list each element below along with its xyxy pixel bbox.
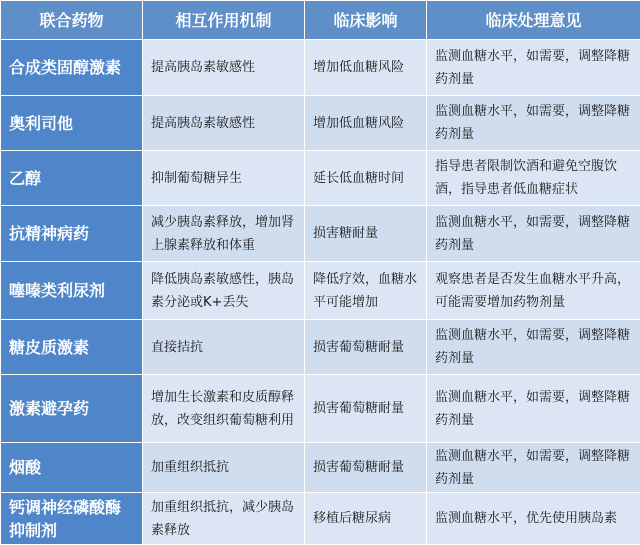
mechanism-cell: 提高胰岛素敏感性 [143,96,305,151]
header-row [1,1,640,40]
drug-name: 烟酸 [1,443,143,493]
drug-name: 乙醇 [1,151,143,206]
advice-cell: 监测血糖水平，如需要，调整降糖药剂量 [427,206,640,262]
mechanism-cell: 减少胰岛素释放，增加肾上腺素释放和体重 [143,206,305,262]
header-advice: 临床处理意见 [427,1,640,40]
table-row [1,443,640,493]
advice-cell: 监测血糖水平，如需要，调整降糖药剂量 [427,375,640,443]
advice-cell: 监测血糖水平，如需要，调整降糖药剂量 [427,320,640,375]
drug-name: 抗精神病药 [1,206,143,262]
impact-cell: 增加低血糖风险 [305,96,427,151]
impact-cell: 增加低血糖风险 [305,40,427,96]
impact-cell: 延长低血糖时间 [305,151,427,206]
impact-cell: 损害糖耐量 [305,206,427,262]
advice-cell: 观察患者是否发生血糖水平升高，可能需要增加药物剂量 [427,262,640,320]
table-row [1,493,640,545]
table-row [1,375,640,443]
impact-cell: 移植后糖尿病 [305,493,427,545]
impact-cell: 损害葡萄糖耐量 [305,375,427,443]
header-impact: 临床影响 [305,1,427,40]
impact-cell: 损害葡萄糖耐量 [305,320,427,375]
advice-cell: 监测血糖水平，优先使用胰岛素 [427,493,640,545]
advice-cell: 指导患者限制饮酒和避免空腹饮酒，指导患者低血糖症状 [427,151,640,206]
drug-name: 合成类固醇激素 [1,40,143,96]
header-drug: 联合药物 [1,1,143,40]
header-mechanism: 相互作用机制 [143,1,305,40]
drug-name: 钙调神经磷酸酶抑制剂 [1,493,143,545]
advice-cell: 监测血糖水平，如需要，调整降糖药剂量 [427,40,640,96]
table-row [1,40,640,96]
mechanism-cell: 加重组织抵抗，减少胰岛素释放 [143,493,305,545]
advice-cell: 监测血糖水平，如需要，调整降糖药剂量 [427,443,640,493]
mechanism-cell: 提高胰岛素敏感性 [143,40,305,96]
mechanism-cell: 抑制葡萄糖异生 [143,151,305,206]
drug-name: 糖皮质激素 [1,320,143,375]
table-row [1,151,640,206]
mechanism-cell: 直接拮抗 [143,320,305,375]
table-body [1,40,640,545]
table-header [1,1,640,40]
drug-name: 奥利司他 [1,96,143,151]
table-row [1,320,640,375]
mechanism-cell: 增加生长激素和皮质醇释放，改变组织葡萄糖利用 [143,375,305,443]
table-row [1,262,640,320]
advice-cell: 监测血糖水平，如需要，调整降糖药剂量 [427,96,640,151]
impact-cell: 损害葡萄糖耐量 [305,443,427,493]
impact-cell: 降低疗效，血糖水平可能增加 [305,262,427,320]
mechanism-cell: 降低胰岛素敏感性，胰岛素分泌或K+丢失 [143,262,305,320]
table-row [1,96,640,151]
table-row [1,206,640,262]
mechanism-cell: 加重组织抵抗 [143,443,305,493]
drug-name: 噻嗪类利尿剂 [1,262,143,320]
drug-name: 激素避孕药 [1,375,143,443]
